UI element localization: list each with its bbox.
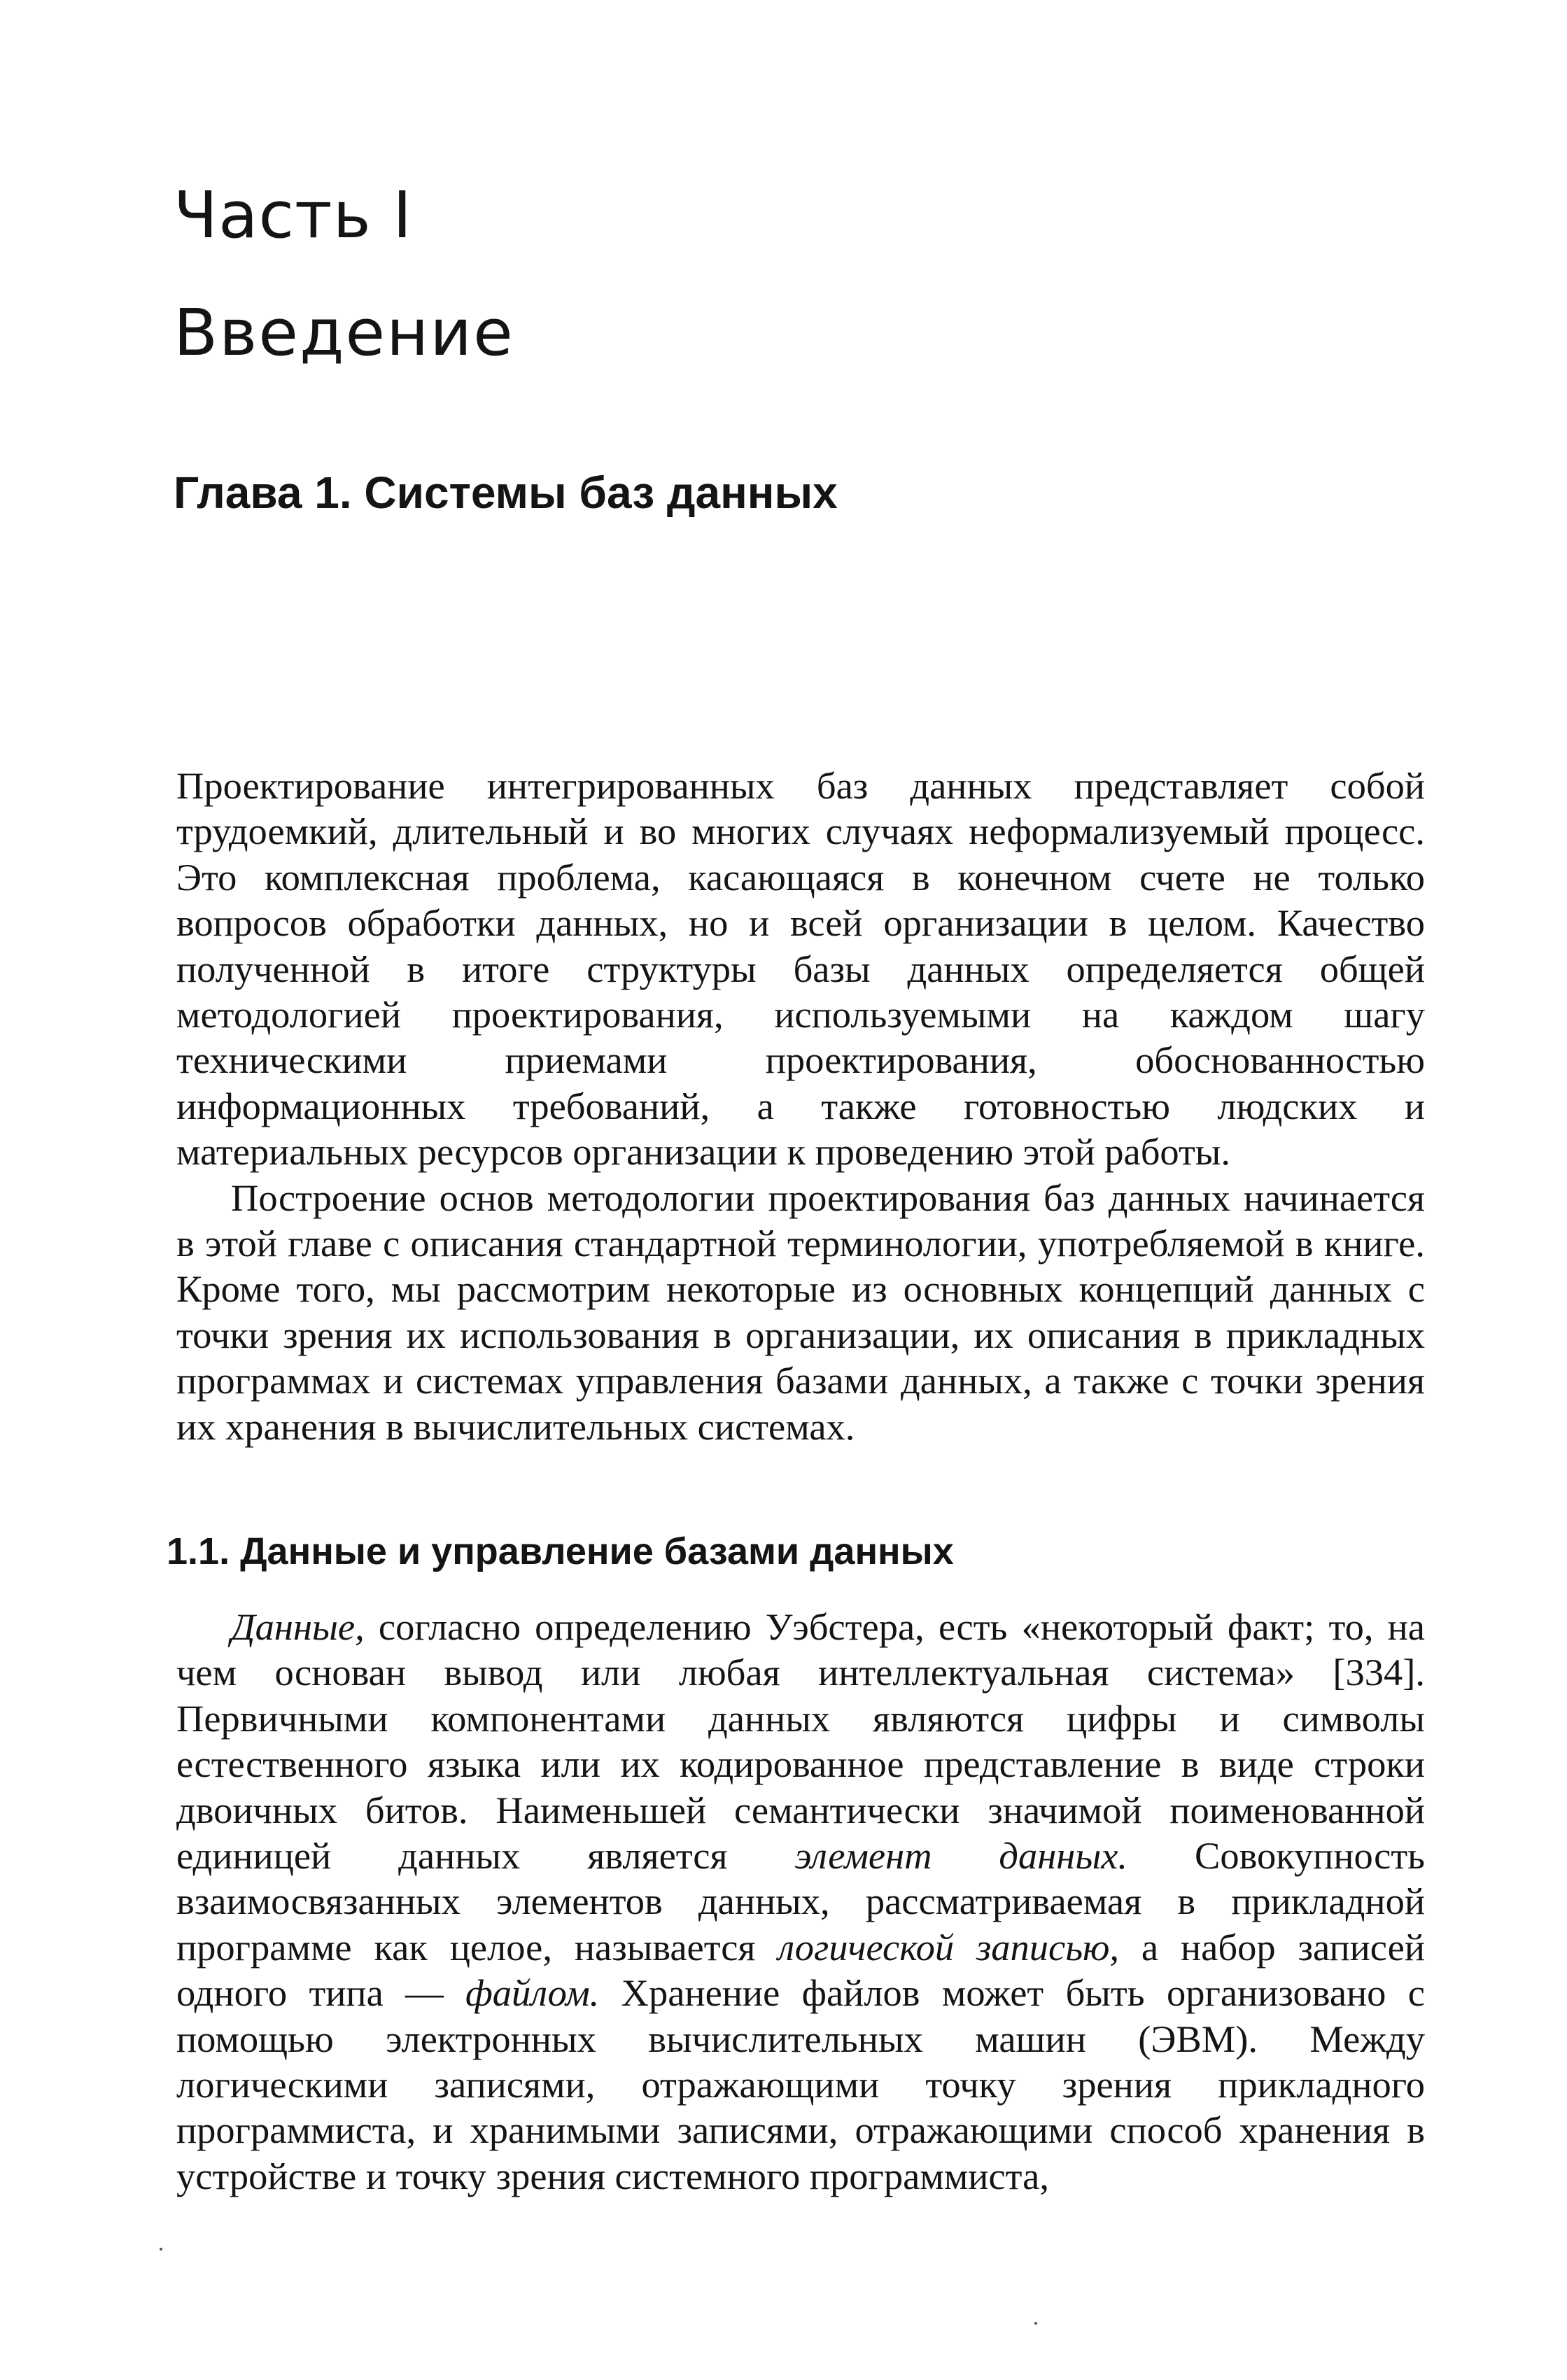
section-text-part-3: а набор записей одного типа — (176, 1925, 1425, 2015)
term-file: файлом. (465, 1971, 600, 2015)
scan-speck (160, 2248, 162, 2251)
part-title: Введение (174, 295, 514, 370)
term-data: Данные, (231, 1605, 365, 1648)
chapter-title: Глава 1. Системы баз данных (174, 467, 838, 518)
term-data-element: элемент данных. (794, 1834, 1128, 1878)
section-text-part-1: согласно определению Уэбстера, есть «некоторый факт; то, на чем основан вывод или любая интеллектуальная система» [334]. Первичными компонентами данных являются цифры и символы естественного языка или их кодированное представление в виде строки двоичных битов. Наименьшей семантически значимой поименованной единицей данных является (176, 1605, 1425, 1878)
section-heading: 1.1. Данные и управление базами данных (167, 1530, 954, 1572)
section-text-part-2: Совокупность взаимосвязанных элементов данных, рассматриваемая в прикладной программе как целое, называется (176, 1834, 1425, 1969)
scan-speck (1034, 2322, 1037, 2325)
intro-paragraph-1: Проектирование интегрированных баз данных представляет собой трудоемкий, длительный и во многих случаях неформализуемый процесс. Это комплексная проблема, касающаяся в конечном счете не только вопросов обработки данных, но и всей организации в целом. Качество полученной в итоге структуры базы данных определяется общей методологией проектирования, используемыми на каждом шагу техническими приемами проектирования, обоснованностью информационных требований, а также готовностью людских и материальных ресурсов организации к проведению этой работы. (176, 764, 1425, 1174)
term-logical-record: логической записью, (778, 1925, 1120, 1969)
section-text (176, 1604, 1425, 2199)
section-text-part-4: Хранение файлов может быть организовано с помощью электронных вычислительных машин (ЭВМ). Между логическими записями, отражающими точку зрения прикладного программиста, и хранимыми записями, отражающими способ хранения в устройстве и точку зрения системного программиста, (176, 1971, 1425, 2197)
part-label: Часть I (174, 178, 413, 253)
intro-text (176, 763, 1425, 1449)
intro-paragraph-2: Построение основ методологии проектирования баз данных начинается в этой главе с описания стандартной терминологии, употребляемой в книге. Кроме того, мы рассмотрим некоторые из основных концепций данных с точки зрения их использования в организации, их описания в прикладных программах и системах управления базами данных, а также с точки зрения их хранения в вычислительных системах. (176, 1176, 1425, 1448)
section-paragraph-1 (176, 1604, 1425, 2199)
